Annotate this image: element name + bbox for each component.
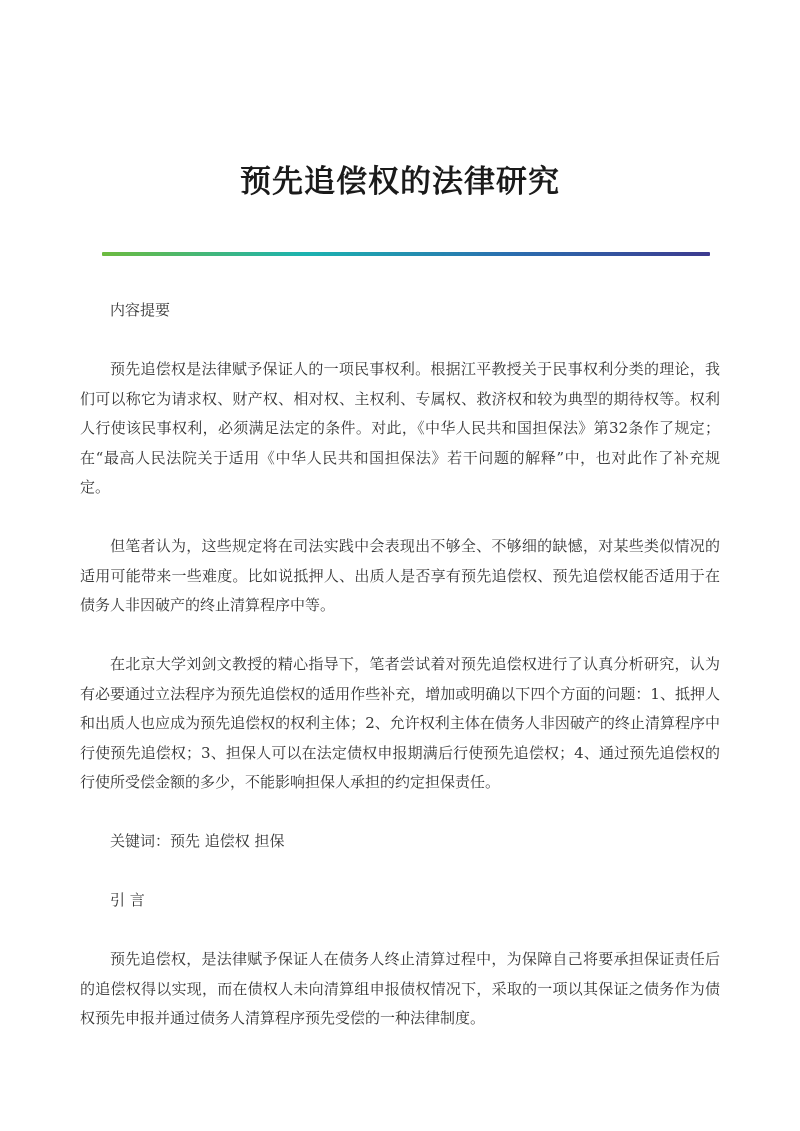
abstract-paragraph-3: 在北京大学刘剑文教授的精心指导下，笔者尝试着对预先追偿权进行了认真分析研究，认为有必要通过立法程序为预先追偿权的适用作些补充，增加或明确以下四个方面的问题：1、抵押人和出质人也应成为预先追偿权的权利主体；2、允许权利主体在债务人非因破产的终止清算程序中行使预先追偿权；3、担保人可以在法定债权申报期满后行使预先追偿权；4、通过预先追偿权的行使所受偿金额的多少，不能影响担保人承担的约定担保责任。 bbox=[80, 655, 720, 791]
introduction-paragraph-1: 预先追偿权，是法律赋予保证人在债务人终止清算过程中，为保障自己将要承担保证责任后的追偿权得以实现，而在债权人未向清算组申报债权情况下，采取的一项以其保证之债务作为债权预先申报并通过债务人清算程序预先受偿的一种法律制度。 bbox=[80, 950, 720, 1027]
page-title: 预先追偿权的法律研究 bbox=[240, 164, 560, 200]
keywords-line: 关键词：预先 追偿权 担保 bbox=[110, 832, 285, 850]
abstract-heading: 内容提要 bbox=[110, 301, 171, 319]
document-body bbox=[80, 296, 720, 1063]
introduction-heading: 引 言 bbox=[110, 891, 145, 909]
abstract-paragraph-2: 但笔者认为，这些规定将在司法实践中会表现出不够全、不够细的缺憾，对某些类似情况的适用可能带来一些难度。比如说抵押人、出质人是否享有预先追偿权、预先追偿权能否适用于在债务人非因破产的终止清算程序中等。 bbox=[80, 537, 720, 614]
title-divider bbox=[102, 252, 710, 256]
abstract-paragraph-1: 预先追偿权是法律赋予保证人的一项民事权利。根据江平教授关于民事权利分类的理论，我们可以称它为请求权、财产权、相对权、主权利、专属权、救济权和较为典型的期待权等。权利人行使该民事权利，必须满足法定的条件。对此，《中华人民共和国担保法》第32条作了规定；在“最高人民法院关于适用《中华人民共和国担保法》若干问题的解释”中，也对此作了补充规定。 bbox=[80, 360, 720, 496]
